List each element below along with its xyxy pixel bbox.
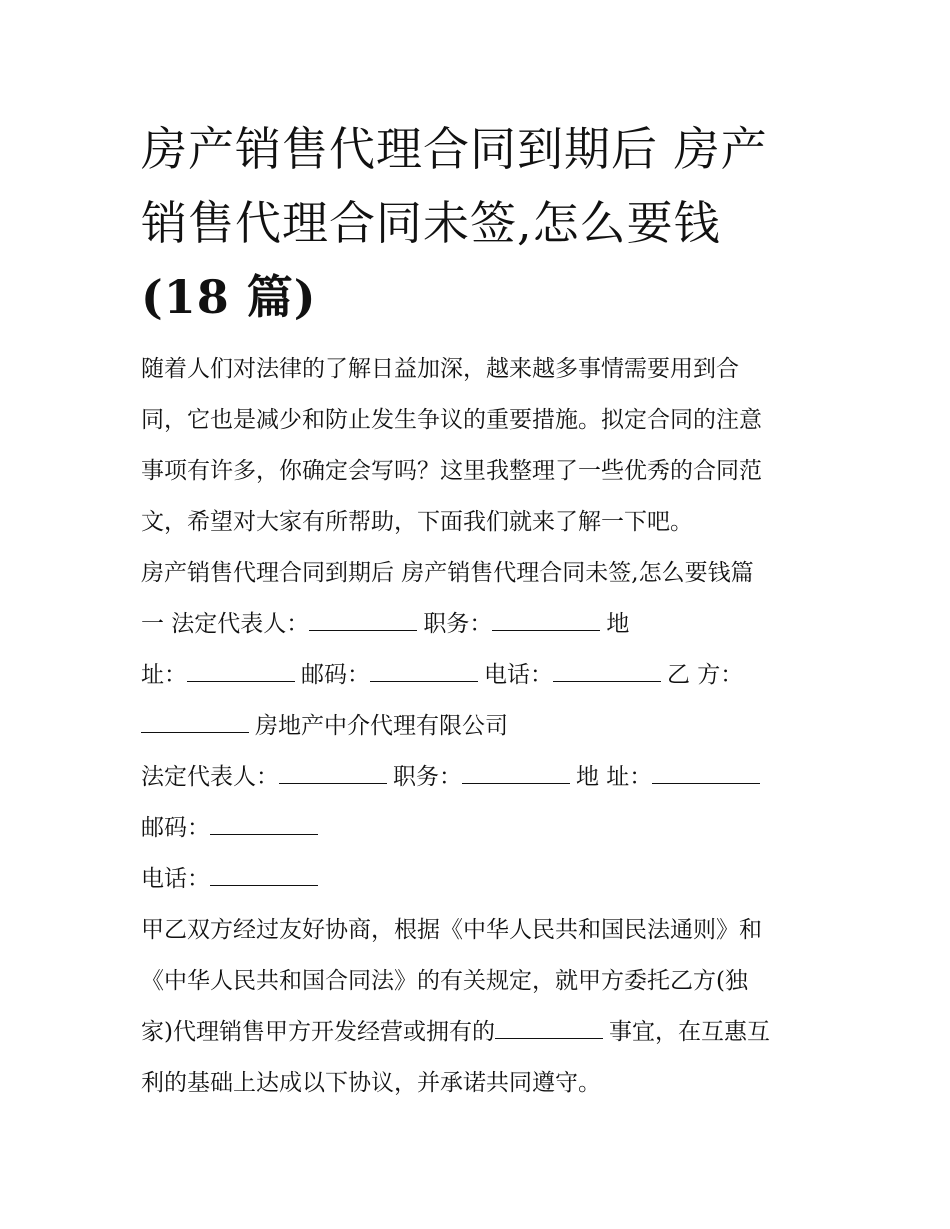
agreement-line-2: 《中华人民共和国合同法》的有关规定，就甲方委托乙方(独 [141, 968, 748, 994]
title-line-1: 房产销售代理合同到期后 房产 [141, 122, 768, 176]
party-b-phone-line [141, 854, 813, 905]
party-b-name-blank [141, 712, 249, 733]
party-b-position-label: 职务： [393, 764, 462, 790]
agreement-line-1: 甲乙双方经过友好协商，根据《中华人民共和国民法通则》和 [141, 917, 762, 943]
party-a-phone-blank [553, 661, 661, 682]
intro-line-3: 事项有许多，你确定会写吗？这里我整理了一些优秀的合同范 [141, 458, 762, 484]
party-b-company: 房地产中介代理有限公司 [255, 713, 508, 739]
party-b-legal-rep-blank [279, 763, 387, 784]
party-b-postcode-blank [210, 814, 318, 835]
party-b-address-blank [652, 763, 760, 784]
title-line-3: (18 篇) [141, 270, 317, 324]
party-a-legal-rep-line [141, 599, 813, 650]
document-title [141, 112, 813, 334]
party-b-phone-label: 电话： [141, 866, 210, 892]
party-a-legal-rep-label: 一 法定代表人： [141, 611, 310, 637]
agreement-item-blank [495, 1018, 603, 1039]
party-b-phone-blank [210, 865, 318, 886]
agreement-line-4: 利的基础上达成以下协议，并承诺共同遵守。 [141, 1070, 601, 1096]
intro-line-1: 随着人们对法律的了解日益加深，越来越多事情需要用到合 [141, 356, 739, 382]
party-a-address-line [141, 650, 813, 701]
party-a-position-blank [492, 610, 600, 631]
party-a-legal-rep-blank [309, 610, 417, 631]
party-b-label: 乙 方： [667, 662, 744, 688]
party-b-postcode-label: 邮码： [141, 815, 210, 841]
agreement-line-3-tail: 事宜，在互惠互 [608, 1019, 770, 1045]
party-a-postcode-label: 邮码： [301, 662, 370, 688]
party-b-address-label: 地 址： [576, 764, 653, 790]
party-b-position-blank [462, 763, 570, 784]
party-b-company-line [141, 701, 813, 752]
intro-line-4: 文，希望对大家有所帮助，下面我们就来了解一下吧。 [141, 509, 693, 535]
party-a-postcode-blank [370, 661, 478, 682]
party-b-postcode-line [141, 803, 813, 854]
party-a-address-label-tail: 址： [141, 662, 187, 688]
party-a-address-blank [187, 661, 295, 682]
section-heading: 房产销售代理合同到期后 房产销售代理合同未签,怎么要钱篇 [141, 560, 754, 586]
party-b-legal-rep-label: 法定代表人： [141, 764, 279, 790]
document-page [141, 112, 813, 1109]
intro-line-2: 同，它也是减少和防止发生争议的重要措施。拟定合同的注意 [141, 407, 762, 433]
document-body [141, 344, 813, 1109]
party-b-legal-rep-line [141, 752, 813, 803]
party-a-phone-label: 电话： [484, 662, 553, 688]
agreement-line-3-head: 家)代理销售甲方开发经营或拥有的 [141, 1019, 495, 1045]
party-a-position-label: 职务： [423, 611, 493, 637]
title-line-2: 销售代理合同未签,怎么要钱 [141, 196, 721, 250]
party-a-address-label-head: 地 [606, 611, 630, 637]
agreement-line-3 [141, 1007, 813, 1058]
